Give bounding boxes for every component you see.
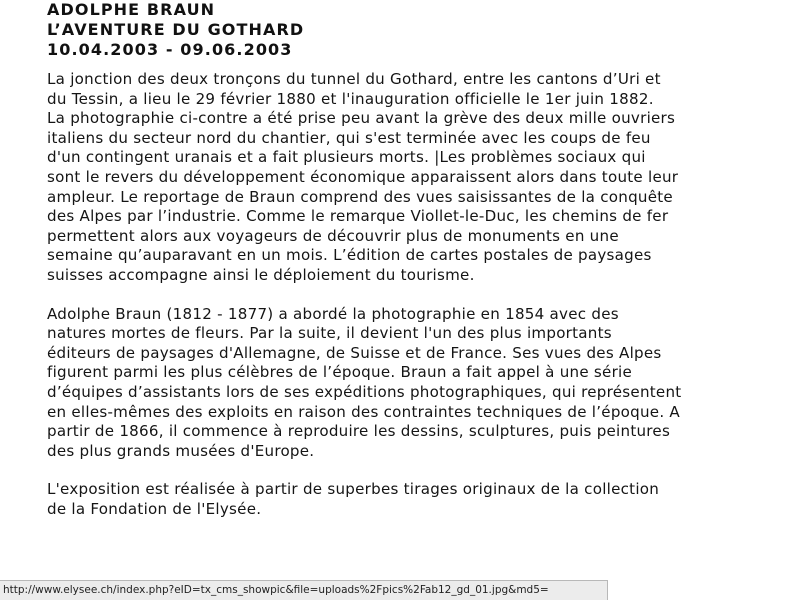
status-bar-link-url: http://www.elysee.ch/index.php?eID=tx_cms_showpic&file=uploads%2Fpics%2Fab12_gd_01.jpg&md5=	[3, 584, 549, 596]
exhibition-dates: 10.04.2003 - 09.06.2003	[47, 40, 293, 59]
paragraph-exhibition-note	[47, 480, 777, 519]
text-line: en elles-mêmes des exploits en raison des contraintes techniques de l’époque. A	[47, 402, 680, 421]
text-line: natures mortes de fleurs. Par la suite, il devient l'un des plus importants	[47, 324, 612, 343]
text-line: semaine qu’auparavant en un mois. L’édition de cartes postales de paysages	[47, 246, 652, 265]
text-line: du Tessin, a lieu le 29 février 1880 et l'inauguration officielle le 1er juin 1882.	[47, 89, 654, 108]
text-line: Adolphe Braun (1812 - 1877) a abordé la photographie en 1854 avec des	[47, 304, 619, 323]
text-line: La jonction des deux tronçons du tunnel du Gothard, entre les cantons d’Uri et	[47, 70, 661, 88]
exhibition-description	[47, 70, 777, 519]
exhibition-header	[47, 0, 777, 60]
artist-name: ADOLPHE BRAUN	[47, 0, 216, 19]
text-line: italiens du secteur nord du chantier, qui s'est terminée avec les coups de feu	[47, 128, 651, 147]
text-line: d'un contingent uranais et a fait plusieurs morts. |Les problèmes sociaux qui	[47, 148, 646, 167]
text-line: des plus grands musées d'Europe.	[47, 441, 315, 460]
text-line: sont le revers du développement économique apparaissent alors dans toute leur	[47, 167, 679, 186]
browser-status-bar	[0, 580, 608, 600]
paragraph-tunnel-history	[47, 70, 777, 286]
text-line: partir de 1866, il commence à reproduire les dessins, sculptures, puis peintures	[47, 422, 671, 441]
exhibition-title: L’AVENTURE DU GOTHARD	[47, 20, 305, 39]
text-line: La photographie ci-contre a été prise peu avant la grève des deux mille ouvriers	[47, 109, 676, 128]
paragraph-artist-biography	[47, 305, 777, 462]
text-line: suisses accompagne ainsi le déploiement du tourisme.	[47, 265, 475, 284]
text-line: des Alpes par l’industrie. Comme le remarque Viollet-le-Duc, les chemins de fer	[47, 207, 669, 226]
text-line: de la Fondation de l'Elysée.	[47, 499, 262, 518]
text-line: figurent parmi les plus célèbres de l’époque. Braun a fait appel à une série	[47, 363, 633, 382]
text-line: ampleur. Le reportage de Braun comprend des vues saisissantes de la conquête	[47, 187, 673, 206]
text-line: L'exposition est réalisée à partir de superbes tirages originaux de la collection	[47, 480, 660, 499]
text-line: éditeurs de paysages d'Allemagne, de Suisse et de France. Ses vues des Alpes	[47, 343, 662, 362]
text-line: d’équipes d’assistants lors de ses expéditions photographiques, qui représentent	[47, 382, 682, 401]
exhibition-page	[47, 0, 777, 538]
text-line: permettent alors aux voyageurs de découvrir plus de monuments en une	[47, 226, 619, 245]
